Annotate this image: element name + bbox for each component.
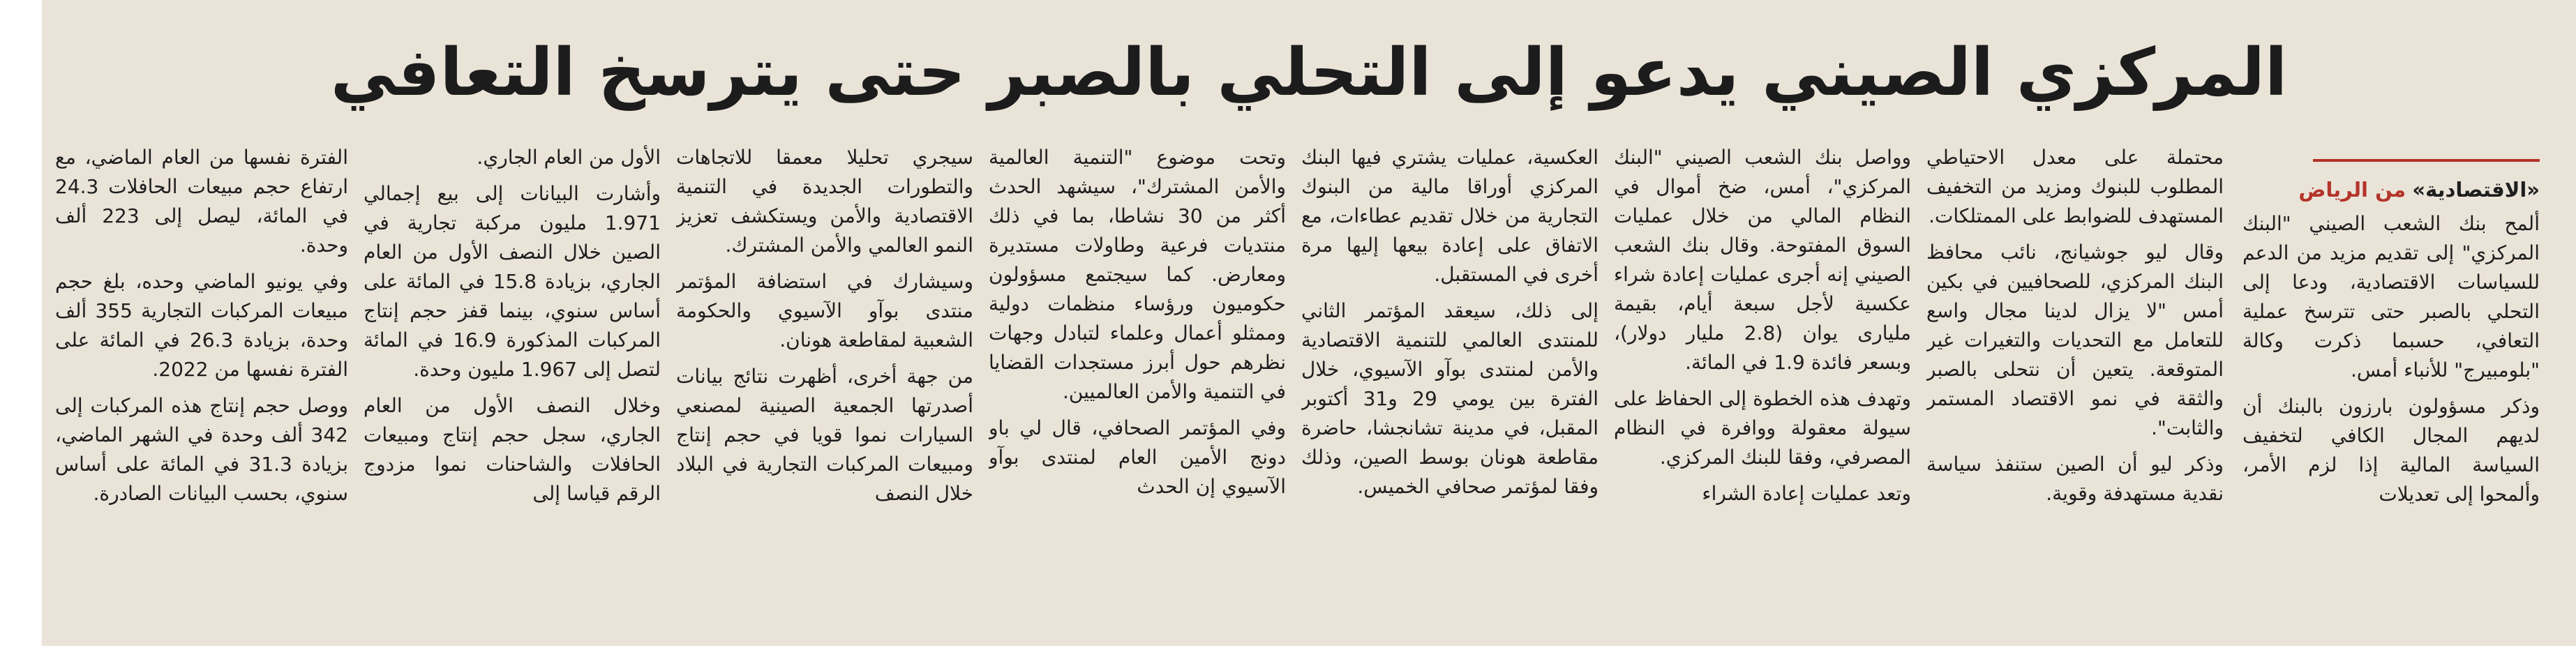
paragraph: وخلال النصف الأول من العام الجاري، سجل حجم إنتاج ومبيعات الحافلات والشاحنات نموا مزدوج الرقم قياسا إلى	[364, 394, 661, 505]
paragraph: وذكر مسؤولون بارزون بالبنك أن لديهم المجال الكافي لتخفيف السياسة المالية إذا لزم الأمر، وألمحوا إلى تعديلات	[2242, 395, 2540, 506]
paragraph: وفي المؤتمر الصحافي، قال لي باو دونج الأمين العام لمنتدى بوآو الآسيوي إن الحدث	[989, 416, 1286, 498]
column-8	[55, 143, 348, 624]
section-rule	[2313, 159, 2540, 162]
paragraph: الفترة نفسها من العام الماضي، مع ارتفاع حجم مبيعات الحافلات 24.3 في المائة، ليصل إلى 223 ألف وحدة.	[55, 146, 348, 257]
paragraph: العكسية، عمليات يشتري فيها البنك المركزي أوراقا مالية من البنوك التجارية من خلال تقديم عطاءات، مع الاتفاق على إعادة بيعها إليها مرة أخرى في المستقبل.	[1301, 146, 1598, 286]
paragraph: الأول من العام الجاري.	[477, 146, 661, 169]
paragraph: وتعد عمليات إعادة الشراء	[1702, 482, 1911, 505]
paragraph: من جهة أخرى، أظهرت نتائج بيانات أصدرتها الجمعية الصينية لمصنعي السيارات نموا قويا في حجم إنتاج ومبيعات المركبات التجارية في البلاد خلال النصف	[676, 365, 973, 505]
paragraph: محتملة على معدل الاحتياطي المطلوب للبنوك ومزيد من التخفيف المستهدف للضوابط على الممتلكات.	[1926, 146, 2224, 227]
column-4	[1301, 143, 1598, 624]
headline: المركزي الصيني يدعو إلى التحلي بالصبر حتى يترسخ التعافي	[330, 35, 2288, 111]
column-6	[676, 143, 973, 624]
column-1	[2242, 209, 2540, 628]
paragraph: إلى ذلك، سيعقد المؤتمر الثاني للمنتدى العالمي للتنمية الاقتصادية والأمن لمنتدى بوآو الآسيوي، خلال الفترة بين يومي 29 و31 أكتوبر المقبل، في مدينة تشانجشا، حاضرة مقاطعة هونان بوسط الصين، وذلك وفقا لمؤتمر صحافي الخميس.	[1301, 299, 1598, 498]
column-2	[1926, 143, 2224, 624]
paragraph: ووصل حجم إنتاج هذه المركبات إلى 342 ألف وحدة في الشهر الماضي، بزيادة 31.3 في المائة على أساس سنوي، بحسب البيانات الصادرة.	[55, 394, 348, 505]
byline	[2275, 174, 2540, 205]
newspaper-page	[42, 0, 2576, 646]
paragraph: وذكر ليو أن الصين ستنفذ سياسة نقدية مستهدفة وقوية.	[1926, 453, 2224, 505]
column-5	[989, 143, 1286, 624]
byline-source: «الاقتصادية»	[2412, 178, 2540, 202]
paragraph: وأشارت البيانات إلى بيع إجمالي 1.971 مليون مركبة تجارية في الصين خلال النصف الأول من العام الجاري، بزيادة 15.8 في المائة على أساس سنوي، بينما قفز حجم إنتاج المركبات المذكورة 16.9 في المائة لتصل إلى 1.967 مليون وحدة.	[364, 182, 661, 381]
paragraph: وسيشارك في استضافة المؤتمر منتدى بوآو الآسيوي والحكومة الشعبية لمقاطعة هونان.	[676, 270, 973, 352]
paragraph: وقال ليو جوشيانج، نائب محافظ البنك المركزي، للصحافيين في بكين أمس "لا يزال لدينا مجال واسع للتعامل مع التحديات والتغيرات غير المتوقعة. يتعين أن نتحلى بالصبر والثقة في نمو الاقتصاد المستمر والثابت".	[1926, 241, 2224, 439]
paragraph: وتحت موضوع "التنمية العالمية والأمن المشترك"، سيشهد الحدث أكثر من 30 نشاطا، بما في ذلك منتديات فرعية وطاولات مستديرة ومعارض. كما سيجتمع مسؤولون حكوميون ورؤساء منظمات دولية وممثلو أعمال وعلماء لتبادل وجهات نظرهم حول أبرز مستجدات القضايا في التنمية والأمن العالميين.	[989, 146, 1286, 403]
byline-city: من الرياض	[2298, 178, 2406, 202]
paragraph: وتهدف هذه الخطوة إلى الحفاظ على سيولة معقولة ووافرة في النظام المصرفي، وفقا للبنك المركزي.	[1614, 387, 1911, 469]
paragraph: وفي يونيو الماضي وحده، بلغ حجم مبيعات المركبات التجارية 355 ألف وحدة، بزيادة 26.3 في المائة على الفترة نفسها من 2022.	[55, 270, 348, 381]
column-7	[364, 143, 661, 624]
paragraph: ألمح بنك الشعب الصيني "البنك المركزي" إلى تقديم مزيد من الدعم للسياسات الاقتصادية، ودعا إلى التحلي بالصبر حتى تترسخ عملية التعافي، حسبما ذكرت وكالة "بلومبيرج" للأنباء أمس.	[2242, 212, 2540, 382]
paragraph: سيجري تحليلا معمقا للاتجاهات والتطورات الجديدة في التنمية الاقتصادية والأمن ويستكشف تعزيز النمو العالمي والأمن المشترك.	[676, 146, 973, 257]
paragraph: وواصل بنك الشعب الصيني "البنك المركزي"، أمس، ضخ أموال في النظام المالي من خلال عمليات السوق المفتوحة. وقال بنك الشعب الصيني إنه أجرى عمليات إعادة شراء عكسية لأجل سبعة أيام، بقيمة مليارى يوان (2.8 مليار دولار)، وبسعر فائدة 1.9 في المائة.	[1614, 146, 1911, 374]
column-3	[1614, 143, 1911, 624]
